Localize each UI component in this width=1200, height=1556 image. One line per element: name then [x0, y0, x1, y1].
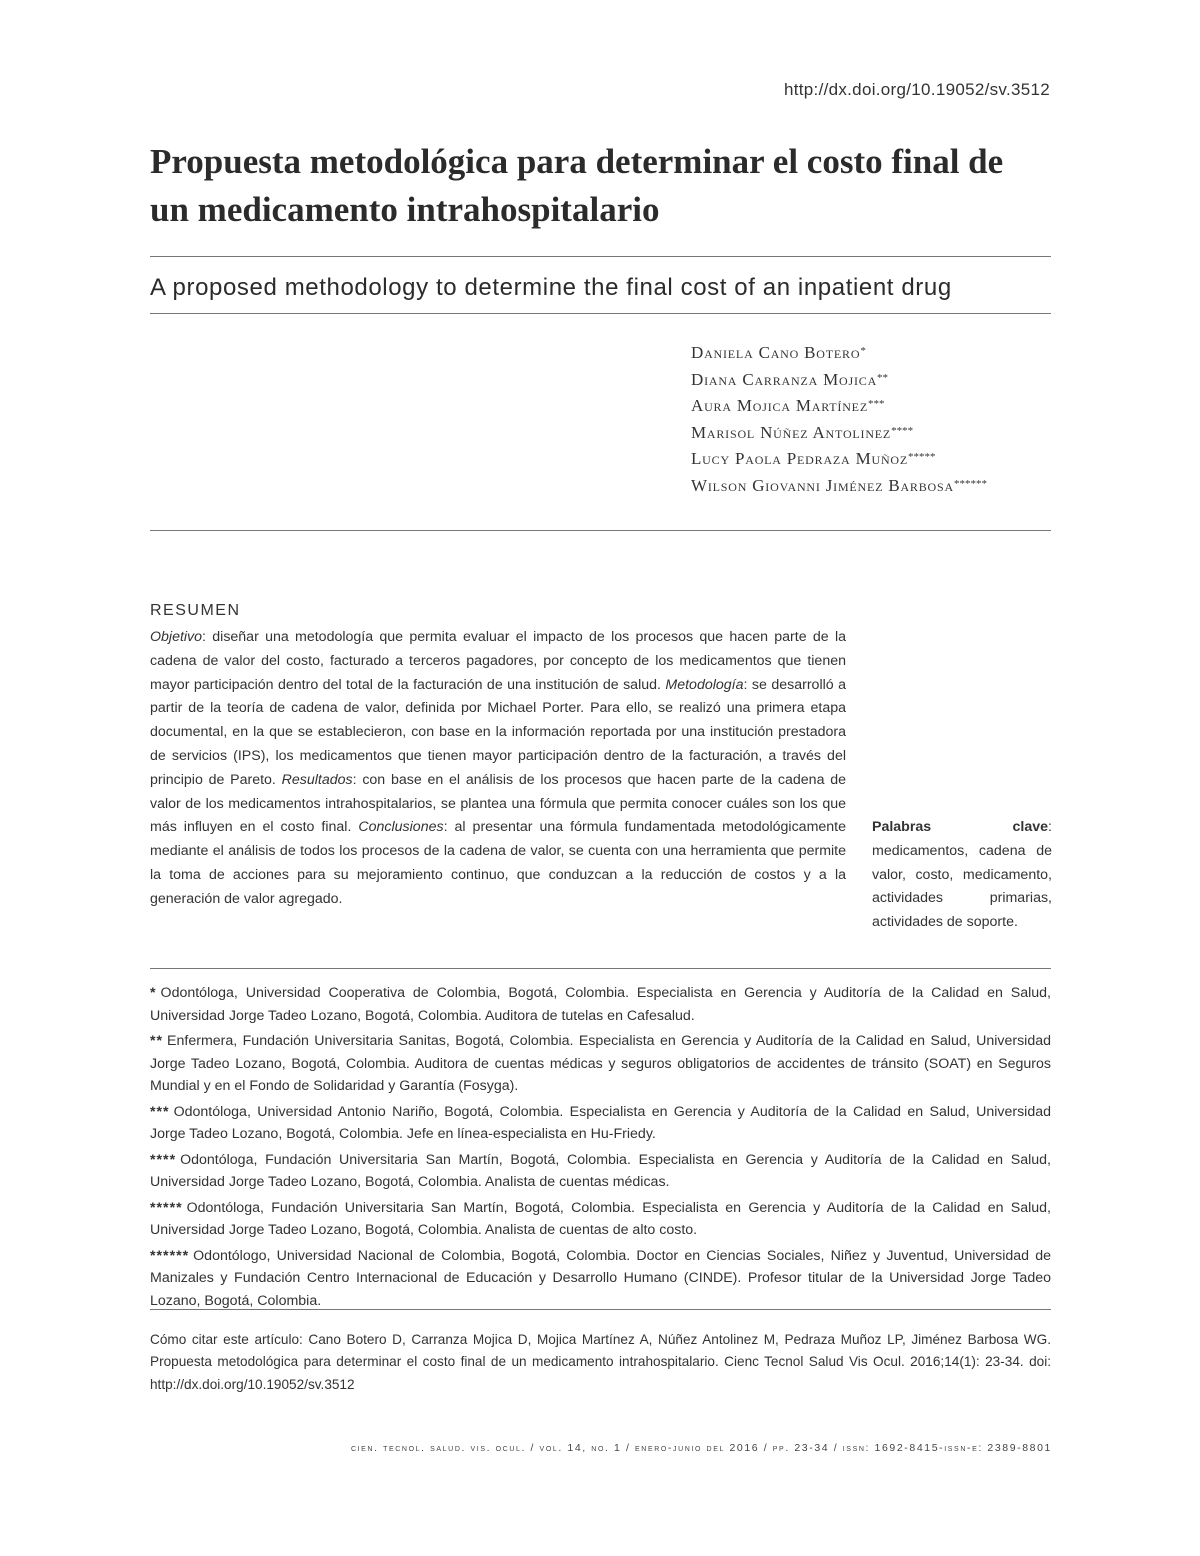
footnote-item	[150, 1245, 1051, 1313]
author-name: Marisol Núñez Antolinez	[691, 422, 892, 442]
abstract-conclusiones-text: : al presentar una fórmula fundamentada metodológicamente mediante el análisis de todos los procesos de la cadena de valor, se cuenta con una herramienta que permite la toma de acciones para su mejoramiento continuo, que conduzcan a la reducción de costos y a la generación de valor agregado.	[150, 819, 846, 907]
author-name: Wilson Giovanni Jiménez Barbosa	[691, 475, 954, 495]
subtitle-divider	[150, 313, 1051, 314]
footnote-mark: **	[150, 1033, 164, 1049]
author-item	[691, 473, 1071, 500]
title-divider	[150, 256, 1051, 257]
footnote-text: Odontóloga, Universidad Antonio Nariño, Bogotá, Colombia. Especialista en Gerencia y Auditoría de la Calidad en Salud, Universidad Jorge Tadeo Lozano, Bogotá, Colombia. Jefe en línea-especialista en Hu-Friedy.	[150, 1103, 1051, 1142]
abstract-objetivo-label: Objetivo	[150, 629, 203, 645]
keywords-block	[872, 816, 1052, 935]
abstract-conclusiones-label: Conclusiones	[358, 819, 444, 836]
abstract-metodologia-label: Metodología	[665, 676, 744, 693]
author-name: Lucy Paola Pedraza Muñoz	[691, 449, 909, 468]
author-item	[691, 446, 1071, 473]
author-footnotes	[150, 982, 1051, 1315]
footnote-text: Odontólogo, Universidad Nacional de Colombia, Bogotá, Colombia. Doctor en Ciencias Sociales, Niñez y Juventud, Universidad de Manizales y Fundación Centro Internacional de Educación y Desarrollo Humano (CINDE). Profesor titular de la Universidad Jorge Tadeo Lozano, Bogotá, Colombia.	[150, 1247, 1051, 1309]
footnote-item	[150, 982, 1051, 1027]
author-item	[691, 393, 1071, 420]
author-footnote-mark: **	[877, 371, 889, 384]
citation-text: Cómo citar este artículo: Cano Botero D, Carranza Mojica D, Mojica Martínez A, Núñez Antolinez M, Pedraza Muñoz LP, Jiménez Barbosa WG. Propuesta metodológica para determinar el costo final de un medicamento intrahospitalario. Cienc Tecnol Salud Vis Ocul. 2016;14(1): 23-34. doi: http://dx.doi.org/10.19052/sv.3512	[150, 1332, 1051, 1392]
footnote-item	[150, 1030, 1051, 1098]
author-list	[691, 340, 1071, 499]
author-footnote-mark: ******	[953, 477, 987, 490]
author-item	[691, 340, 1071, 367]
footnote-mark: ***	[150, 1103, 170, 1120]
author-footnote-mark: *****	[908, 451, 936, 463]
journal-footer: cien. tecnol. salud. vis. ocul. / vol. 14, no. 1 / enero-junio del 2016 / pp. 23-34 / issn: 1692-8415-issn-e: 2389-8801	[350, 1442, 1052, 1454]
abstract-divider	[150, 968, 1051, 969]
abstract-heading: RESUMEN	[150, 602, 241, 619]
abstract-objetivo-text: : diseñar una metodología que permita evaluar el impacto de los procesos que hacen parte de la cadena de valor del costo, facturado a terceros pagadores, por concepto de los medicamentos que tienen mayor participación dentro del total de la facturación de una institución de salud.	[150, 629, 846, 693]
article-subtitle-english: A proposed methodology to determine the final cost of an inpatient drug	[150, 274, 952, 301]
footnote-item	[150, 1101, 1051, 1146]
abstract-body	[150, 626, 846, 912]
footnote-text: Odontóloga, Universidad Cooperativa de Colombia, Bogotá, Colombia. Especialista en Gerencia y Auditoría de la Calidad en Salud, Universidad Jorge Tadeo Lozano, Bogotá, Colombia. Auditora de tutelas en Cafesalud.	[150, 985, 1051, 1024]
author-footnote-mark: ****	[891, 424, 914, 437]
author-item	[691, 367, 1071, 394]
author-item	[691, 420, 1071, 447]
footnotes-divider	[150, 1309, 1051, 1310]
author-name: Diana Carranza Mojica	[691, 369, 878, 389]
footnote-mark: *	[150, 985, 157, 1001]
author-footnote-mark: ***	[867, 398, 885, 410]
footnote-item	[150, 1197, 1051, 1242]
footnote-item	[150, 1149, 1051, 1194]
abstract-resultados-label: Resultados	[281, 771, 353, 788]
footnote-text: Odontóloga, Fundación Universitaria San Martín, Bogotá, Colombia. Especialista en Gerencia y Auditoría de la Calidad en Salud, Universidad Jorge Tadeo Lozano, Bogotá, Colombia. Analista de cuentas médicas.	[150, 1151, 1051, 1190]
footnote-text: Odontóloga, Fundación Universitaria San Martín, Bogotá, Colombia. Especialista en Gerencia y Auditoría de la Calidad en Salud, Universidad Jorge Tadeo Lozano, Bogotá, Colombia. Analista de cuentas de alto costo.	[150, 1199, 1051, 1238]
doi-link[interactable]: http://dx.doi.org/10.19052/sv.3512	[783, 80, 1050, 99]
footnote-text: Enfermera, Fundación Universitaria Sanitas, Bogotá, Colombia. Especialista en Gerencia y Auditoría de la Calidad en Salud, Universidad Jorge Tadeo Lozano, Bogotá, Colombia. Auditora de cuentas médicas y seguros obligatorios de accidentes de tránsito (SOAT) en Seguros Mundial y en el Fondo de Solidaridad y Garantía (Fosyga).	[150, 1033, 1051, 1094]
footnote-mark: *****	[150, 1199, 183, 1216]
keywords-text: : medicamentos, cadena de valor, costo, medicamento, actividades primarias, actividades de soporte.	[872, 819, 1052, 931]
author-name: Daniela Cano Botero	[691, 343, 861, 362]
abstract-metodologia-text: : se desarrolló a partir de la teoría de cadena de valor, definida por Michael Porter. Para ello, se realizó una primera etapa documental, en la que se establecieron, con base en la información reportada por una institución prestadora de servicios (IPS), los medicamentos que tienen mayor participación dentro de la facturación, a través del principio de Pareto.	[150, 676, 846, 788]
footnote-mark: ******	[150, 1247, 190, 1264]
keywords-label: Palabras clave	[872, 819, 1049, 835]
authors-divider	[150, 530, 1051, 531]
abstract-resultados-text: : con base en el análisis de los procesos que hacen parte de la cadena de valor de los medicamentos intrahospitalarios, se plantea una fórmula que permita conocer cuáles son los que más influyen en el costo final.	[150, 771, 846, 836]
footnote-mark: ****	[150, 1151, 177, 1168]
author-footnote-mark: *	[860, 345, 866, 357]
article-title: Propuesta metodológica para determinar el costo final de un medicamento intrahospitalario	[150, 142, 1004, 229]
author-name: Aura Mojica Martínez	[691, 396, 868, 415]
